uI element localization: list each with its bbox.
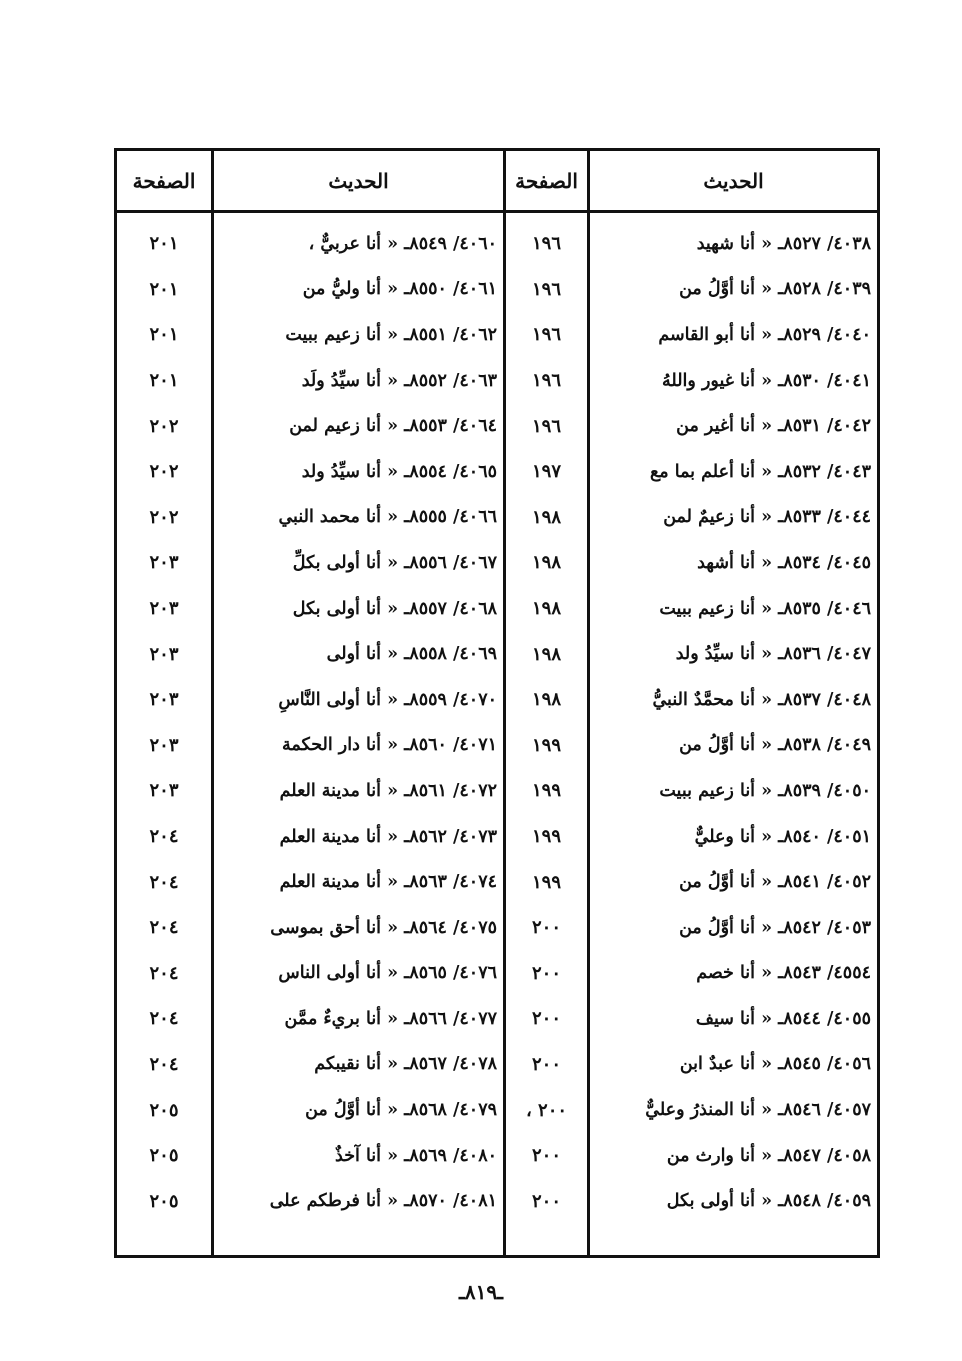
hadith-entry: ٤٠٤٥/ ٨٥٣٤ـ « أنا أشهد xyxy=(697,552,871,573)
hadith-entry: ٤٠٧٧/ ٨٥٦٦ـ « أنا بريءٌ ممَّن xyxy=(284,1008,497,1029)
page-reference: ٢٠٤ xyxy=(149,1008,179,1030)
hadith-entry: ٤٠٧٣/ ٨٥٦٢ـ « أنا مدينة العلم xyxy=(279,826,497,847)
hadith-entry: ٤٠٤٠/ ٨٥٢٩ـ « أنا أبو القاسم xyxy=(658,324,871,345)
page-reference: ١٩٩ xyxy=(532,780,562,802)
hadith-entry: ٤٠٥٦/ ٨٥٤٥ـ « أنا عبدٌ ابن xyxy=(679,1054,871,1075)
hadith-entry: ٤٠٦٨/ ٨٥٥٧ـ « أنا أولى بكل xyxy=(292,598,497,619)
hadith-list-right xyxy=(590,213,877,1224)
hadith-entry: ٤٠٧٦/ ٨٥٦٥ـ « أنا أولى الناس xyxy=(278,963,497,984)
page-reference: ٢٠١ xyxy=(149,324,179,346)
page-reference: ١٩٦ xyxy=(532,278,562,300)
page-column-left xyxy=(117,151,211,1255)
hadith-entry: ٤٠٦٠/ ٨٥٤٩ـ « أنا عربيٌّ ، xyxy=(308,233,497,254)
page-reference: ١٩٩ xyxy=(532,871,562,893)
hadith-entry: ٤٠٤٨/ ٨٥٣٧ـ « أنا محمَّدٌ النبيُّ xyxy=(652,689,871,710)
hadith-header-left: الحديث xyxy=(214,151,503,213)
page-number: ـ٨١٩ـ xyxy=(459,1280,503,1304)
page-reference: ١٩٦ xyxy=(532,370,562,392)
hadith-entry: ٤٠٧٠/ ٨٥٥٩ـ « أنا أولى النَّاسِ xyxy=(278,689,497,710)
page-reference: ١٩٧ xyxy=(532,461,562,483)
page-reference: ٢٠٣ xyxy=(149,734,179,756)
hadith-entry: ٤٠٥٠/ ٨٥٣٩ـ « أنا زعيم ببيت xyxy=(659,780,871,801)
page-reference: ٢٠٣ xyxy=(149,598,179,620)
page-header-left: الصفحة xyxy=(117,151,211,213)
page-reference: ٢٠٥ xyxy=(149,1190,179,1212)
hadith-index-table xyxy=(114,148,880,1258)
hadith-entry: ٤٠٧٨/ ٨٥٦٧ـ « أنا نقيبكم xyxy=(314,1054,497,1075)
hadith-entry: ٤٠٦٤/ ٨٥٥٣ـ « أنا زعيم لمن xyxy=(289,416,497,437)
page-reference: ٢٠٠ xyxy=(532,1008,562,1030)
hadith-entry: ٤٠٥٧/ ٨٥٤٦ـ « أنا المنذرُ وعليٌّ xyxy=(645,1100,871,1121)
page-reference: ٢٠٢ xyxy=(149,415,179,437)
hadith-entry: ٤٠٦١/ ٨٥٥٠ـ « أنا وليُّ من xyxy=(302,279,497,300)
hadith-entry: ٤٠٣٩/ ٨٥٢٨ـ « أنا أوَّلُ من xyxy=(679,279,871,300)
page-reference: ١٩٨ xyxy=(532,643,562,665)
hadith-entry: ٤٠٤٦/ ٨٥٣٥ـ « أنا زعيم ببيت xyxy=(659,598,871,619)
hadith-entry: ٤٠٨٠/ ٨٥٦٩ـ « أنا آخذٌ xyxy=(335,1145,497,1166)
hadith-entry: ٤٠٥٢/ ٨٥٤١ـ « أنا أوَّلُ من xyxy=(679,872,871,893)
hadith-header-right: الحديث xyxy=(590,151,877,213)
page-reference: ٢٠٠ xyxy=(532,917,562,939)
hadith-column-left xyxy=(211,151,503,1255)
hadith-entry: ٤٠٤٧/ ٨٥٣٦ـ « أنا سيِّدُ ولد xyxy=(675,644,871,665)
hadith-entry: ٤٠٤٩/ ٨٥٣٨ـ « أنا أوَّلُ من xyxy=(679,735,871,756)
page-header-right: الصفحة xyxy=(506,151,587,213)
page-reference: ١٩٨ xyxy=(532,552,562,574)
page-reference: ٢٠٤ xyxy=(149,962,179,984)
page-column-right xyxy=(503,151,587,1255)
page-reference: ٢٠٤ xyxy=(149,871,179,893)
hadith-entry: ٤٠٣٨/ ٨٥٢٧ـ « أنا شهيد xyxy=(696,233,871,254)
page-reference: ١٩٦ xyxy=(532,233,562,255)
hadith-entry: ٤٠٦٢/ ٨٥٥١ـ « أنا زعيم ببيت xyxy=(285,324,497,345)
hadith-list-left xyxy=(214,213,503,1224)
hadith-entry: ٤٠٥٣/ ٨٥٤٢ـ « أنا أوَّلُ من xyxy=(679,917,871,938)
page-reference: ٢٠٣ xyxy=(149,643,179,665)
page-list-right xyxy=(506,213,587,1224)
page-reference: ١٩٨ xyxy=(532,598,562,620)
page-reference: ٢٠٤ xyxy=(149,826,179,848)
page-reference: ٢٠٥ xyxy=(149,1145,179,1167)
page-reference: ٢٠١ xyxy=(149,278,179,300)
hadith-entry: ٤٠٧١/ ٨٥٦٠ـ « أنا دار الحكمة xyxy=(282,735,497,756)
hadith-entry: ٤٠٥٩/ ٨٥٤٨ـ « أنا أولى بكل xyxy=(666,1191,871,1212)
hadith-entry: ٤٠٨١/ ٨٥٧٠ـ « أنا فرطكم على xyxy=(269,1191,497,1212)
page-reference: ١٩٩ xyxy=(532,734,562,756)
hadith-entry: ٤٠٤٣/ ٨٥٣٢ـ « أنا أعلم بما مع xyxy=(649,461,871,482)
hadith-entry: ٤٠٦٥/ ٨٥٥٤ـ « أنا سيِّدُ ولد xyxy=(301,461,497,482)
hadith-entry: ٤٠٥٨/ ٨٥٤٧ـ « أنا وارث من xyxy=(666,1145,871,1166)
page-reference: ٢٠٤ xyxy=(149,917,179,939)
page-reference: ٢٠٣ xyxy=(149,780,179,802)
page-reference: ٢٠٣ xyxy=(149,689,179,711)
hadith-entry: ٤٠٤٢/ ٨٥٣١ـ « أنا أغير من xyxy=(676,416,871,437)
hadith-entry: ٤٠٦٣/ ٨٥٥٢ـ « أنا سيِّدُ ولَد xyxy=(301,370,497,391)
page-reference: ٢٠١ xyxy=(149,233,179,255)
page-reference: ٢٠٠ ، xyxy=(525,1099,568,1121)
page-reference: ٢٠٤ xyxy=(149,1053,179,1075)
page-reference: ١٩٨ xyxy=(532,689,562,711)
page-reference: ٢٠١ xyxy=(149,370,179,392)
page-reference: ٢٠٣ xyxy=(149,552,179,574)
page-reference: ١٩٦ xyxy=(532,415,562,437)
hadith-entry: ٤٠٦٦/ ٨٥٥٥ـ « أنا محمد النبي xyxy=(278,507,497,528)
page-reference: ٢٠٠ xyxy=(532,962,562,984)
page-reference: ١٩٨ xyxy=(532,506,562,528)
hadith-entry: ٤٠٧٩/ ٨٥٦٨ـ « أنا أوَّلُ من xyxy=(305,1100,497,1121)
hadith-column-right xyxy=(587,151,877,1255)
page-reference: ٢٠٢ xyxy=(149,461,179,483)
hadith-entry: ٤٠٧٥/ ٨٥٦٤ـ « أنا أحق بموسى xyxy=(270,917,497,938)
hadith-entry: ٤٠٧٤/ ٨٥٦٣ـ « أنا مدينة العلم xyxy=(279,872,497,893)
hadith-entry: ٤٠٦٧/ ٨٥٥٦ـ « أنا أولى بكلِّ xyxy=(292,552,497,573)
hadith-entry: ٤٠٦٩/ ٨٥٥٨ـ « أنا أولى xyxy=(326,644,497,665)
page-reference: ٢٠٢ xyxy=(149,506,179,528)
hadith-entry: ٤٠٥١/ ٨٥٤٠ـ « أنا وعليٌّ xyxy=(694,826,871,847)
page-reference: ٢٠٠ xyxy=(532,1190,562,1212)
page-reference: ٢٠٠ xyxy=(532,1053,562,1075)
hadith-entry: ٤٥٥٤/ ٨٥٤٣ـ « أنا خصم xyxy=(696,963,871,984)
hadith-entry: ٤٠٤١/ ٨٥٣٠ـ « أنا غيور واللهُ xyxy=(662,370,871,391)
hadith-entry: ٤٠٤٤/ ٨٥٣٣ـ « أنا زعيمٌ لمن xyxy=(663,507,871,528)
hadith-entry: ٤٠٧٢/ ٨٥٦١ـ « أنا مدينة العلم xyxy=(279,780,497,801)
page-list-left xyxy=(117,213,211,1224)
hadith-entry: ٤٠٥٥/ ٨٥٤٤ـ « أنا سيف xyxy=(695,1008,871,1029)
page-reference: ٢٠٠ xyxy=(532,1145,562,1167)
page-reference: ١٩٦ xyxy=(532,324,562,346)
page-reference: ٢٠٥ xyxy=(149,1099,179,1121)
page-reference: ١٩٩ xyxy=(532,826,562,848)
